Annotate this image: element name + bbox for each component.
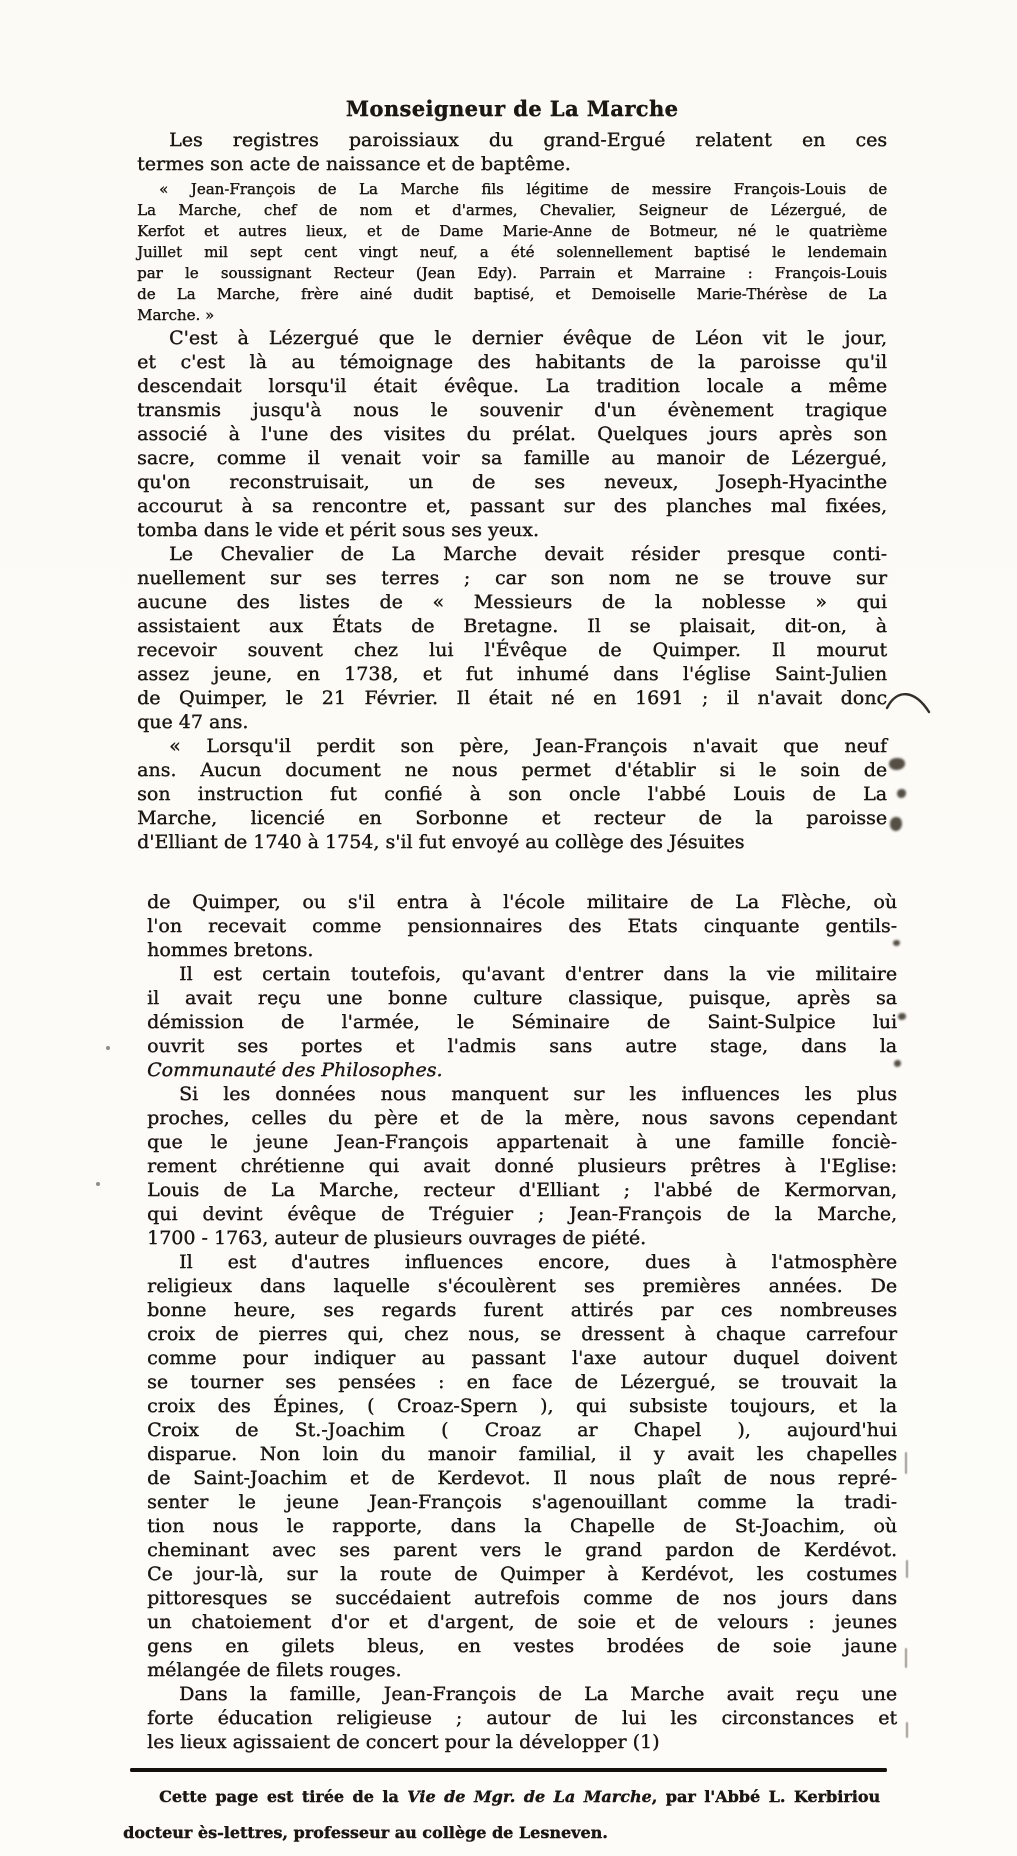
text-line: [137, 128, 887, 152]
text-run: nuellement sur ses terres ; car son nom ne se trouve sur: [137, 567, 887, 589]
page-title: Monseigneur de La Marche: [345, 96, 679, 121]
text-run: il avait reçu une bonne culture classique, puisque, après sa: [147, 987, 897, 1009]
text-line: [147, 1082, 897, 1106]
text-run: transmis jusqu'à nous le souvenir d'un évènement tragique: [137, 399, 887, 421]
text-line: [137, 758, 887, 782]
text-run: se tourner ses pensées : en face de Lézergué, se trouvait la: [147, 1371, 897, 1393]
text-run: Cette page est tirée de la: [159, 1787, 408, 1806]
text-line: [137, 710, 887, 734]
text-run: Si les données nous manquent sur les influences les plus: [179, 1083, 897, 1105]
text-run: disparue. Non loin du manoir familial, il y avait les chapelles: [147, 1443, 897, 1465]
text-line: [147, 1514, 897, 1538]
text-run: sacre, comme il venait voir sa famille au manoir de Lézergué,: [137, 447, 887, 469]
ink-dash: [906, 1560, 908, 1578]
ink-dot: [106, 1046, 110, 1050]
text-run: cheminant avec ses parent vers le grand pardon de Kerdévot.: [147, 1539, 897, 1561]
text-line: [137, 830, 887, 854]
text-run: « Lorsqu'il perdit son père, Jean-François n'avait que neuf: [169, 735, 887, 757]
text-line: [137, 662, 887, 686]
text-line: [137, 446, 887, 470]
text-run: mélangée de filets rouges.: [147, 1659, 402, 1681]
text-run: pittoresques se succédaient autrefois comme de nos jours dans: [147, 1587, 897, 1609]
text-run: Ce jour-là, sur la route de Quimper à Kerdévot, les costumes: [147, 1563, 897, 1585]
text-line: [147, 1130, 897, 1154]
text-run: , par l'Abbé L. Kerbiriou: [651, 1787, 881, 1806]
text-run: démission de l'armée, le Séminaire de Saint-Sulpice lui: [147, 1011, 897, 1033]
paragraph: [147, 1682, 897, 1754]
text-line: [137, 200, 887, 221]
text-line: [147, 1154, 897, 1178]
text-line: [137, 398, 887, 422]
text-line: [137, 179, 887, 200]
text-line: [137, 734, 887, 758]
text-line: [147, 1490, 897, 1514]
text-line: [137, 686, 887, 710]
text-line: [137, 263, 887, 284]
text-line: [147, 1418, 897, 1442]
footer-divider: [130, 1768, 887, 1772]
ink-smudge: [897, 789, 906, 798]
text-line: [137, 221, 887, 242]
text-run: recevoir souvent chez lui l'Évêque de Quimper. Il mourut: [137, 639, 887, 661]
text-line: [147, 986, 897, 1010]
text-run: La Marche, chef de nom et d'armes, Chevalier, Seigneur de Lézergué, de: [137, 201, 887, 219]
text-line: [137, 542, 887, 566]
italic-text: Vie de Mgr. de La Marche: [407, 1787, 652, 1806]
text-line: [147, 1682, 897, 1706]
paragraph: [147, 1082, 897, 1250]
text-run: aucune des listes de « Messieurs de la noblesse » qui: [137, 591, 887, 613]
text-line: [137, 350, 887, 374]
text-line: [137, 638, 887, 662]
text-run: « Jean-François de La Marche fils légitime de messire François-Louis de: [159, 180, 887, 198]
text-run: Il est d'autres influences encore, dues à l'atmosphère: [179, 1251, 897, 1273]
ink-dash: [905, 1648, 907, 1668]
text-line: [147, 1178, 897, 1202]
text-run: associé à l'une des visites du prélat. Quelques jours après son: [137, 423, 887, 445]
text-line: [147, 962, 897, 986]
text-run: croix des Épines, ( Croaz-Spern ), qui subsiste toujours, et la: [147, 1395, 897, 1417]
text-run: tomba dans le vide et périt sous ses yeux.: [137, 519, 539, 541]
text-run: gens en gilets bleus, en vestes brodées de soie jaune: [147, 1635, 897, 1657]
text-run: forte éducation religieuse ; autour de lui les circonstances et: [147, 1707, 897, 1729]
text-run: qui devint évêque de Tréguier ; Jean-François de la Marche,: [147, 1203, 897, 1225]
text-run: religieux dans laquelle s'écoulèrent ses premières années. De: [147, 1275, 897, 1297]
text-run: que le jeune Jean-François appartenait à une famille fonciè-: [147, 1131, 897, 1153]
text-line: [147, 1250, 897, 1274]
text-run: Marche. »: [137, 306, 215, 324]
text-line: [137, 494, 887, 518]
text-run: proches, celles du père et de la mère, nous savons cependant: [147, 1107, 897, 1129]
ink-smudge: [889, 758, 905, 770]
text-run: Juillet mil sept cent vingt neuf, a été solennellement baptisé le lendemain: [137, 243, 887, 261]
text-run: les lieux agissaient de concert pour la développer (1): [147, 1731, 660, 1753]
ink-dot: [96, 1182, 100, 1186]
text-run: senter le jeune Jean-François s'agenouillant comme la tradi-: [147, 1491, 897, 1513]
text-run: l'on recevait comme pensionnaires des Etats cinquante gentils-: [147, 915, 897, 937]
text-line: [137, 590, 887, 614]
text-run: de Quimper, le 21 Février. Il était né en 1691 ; il n'avait donc: [137, 687, 887, 709]
text-line: [137, 305, 887, 326]
text-run: Croix de St.-Joachim ( Croaz ar Chapel ), aujourd'hui: [147, 1419, 897, 1441]
text-line: [147, 914, 897, 938]
ink-smudge: [890, 817, 902, 831]
text-run: ouvrit ses portes et l'admis sans autre stage, dans la: [147, 1035, 897, 1057]
text-run: d'Elliant de 1740 à 1754, s'il fut envoyé au collège des Jésuites: [137, 831, 745, 853]
text-line: [147, 1346, 897, 1370]
text-column: [123, 96, 897, 1844]
text-run: son instruction fut confié à son oncle l'abbé Louis de La: [137, 783, 887, 805]
italic-text: Communauté des Philosophes.: [147, 1059, 443, 1081]
text-run: assez jeune, en 1738, et fut inhumé dans l'église Saint-Julien: [137, 663, 887, 685]
text-line: [147, 1538, 897, 1562]
text-line: [147, 1634, 897, 1658]
text-line: [147, 1466, 897, 1490]
text-line: [137, 470, 887, 494]
text-run: termes son acte de naissance et de baptême.: [137, 153, 571, 175]
text-run: docteur ès-lettres, professeur au collège de Lesneven.: [123, 1823, 608, 1842]
text-run: ans. Aucun document ne nous permet d'établir si le soin de: [137, 759, 887, 781]
text-line: [147, 1706, 897, 1730]
text-line: [147, 1586, 897, 1610]
text-run: rement chrétienne qui avait donné plusieurs prêtres à l'Eglise:: [147, 1155, 897, 1177]
text-line: [137, 806, 887, 830]
text-line: [147, 1202, 897, 1226]
paragraph: [137, 542, 887, 734]
text-line: [137, 422, 887, 446]
text-line: [137, 374, 887, 398]
text-line: [137, 518, 887, 542]
text-line: [147, 1394, 897, 1418]
text-run: de La Marche, frère ainé dudit baptisé, et Demoiselle Marie-Thérèse de La: [137, 285, 887, 303]
text-line: [147, 1034, 897, 1058]
text-line: [137, 152, 887, 176]
text-run: assistaient aux États de Bretagne. Il se plaisait, dit-on, à: [137, 615, 887, 637]
text-run: C'est à Lézergué que le dernier évêque de Léon vit le jour,: [169, 327, 887, 349]
text-line: [137, 566, 887, 590]
text-run: et c'est là au témoignage des habitants de la paroisse qu'il: [137, 351, 887, 373]
text-run: comme pour indiquer au passant l'axe autour duquel doivent: [147, 1347, 897, 1369]
text-line: [147, 1106, 897, 1130]
text-run: 1700 - 1763, auteur de plusieurs ouvrages de piété.: [147, 1227, 647, 1249]
text-run: bonne heure, ses regards furent attirés par ces nombreuses: [147, 1299, 897, 1321]
footer-lines: [123, 1786, 887, 1844]
pen-swash-mark: [885, 686, 931, 716]
paragraph: [137, 326, 887, 542]
text-run: accourut à sa rencontre et, passant sur des planches mal fixées,: [137, 495, 887, 517]
footer-text-line: [123, 1786, 880, 1808]
text-run: de Quimper, ou s'il entra à l'école militaire de La Flèche, où: [147, 891, 897, 913]
text-run: hommes bretons.: [147, 939, 314, 961]
paragraph: [137, 179, 887, 326]
text-line: [147, 1562, 897, 1586]
text-run: descendait lorsqu'il était évêque. La tradition locale a même: [137, 375, 887, 397]
text-run: de Saint-Joachim et de Kerdevot. Il nous plaît de nous repré-: [147, 1467, 897, 1489]
text-run: un chatoiement d'or et d'argent, de soie et de velours : jeunes: [147, 1611, 897, 1633]
text-run: Louis de La Marche, recteur d'Elliant ; l'abbé de Kermorvan,: [147, 1179, 897, 1201]
footer-text-line: [123, 1822, 880, 1844]
text-line: [147, 1658, 897, 1682]
text-run: par le soussignant Recteur (Jean Edy). Parrain et Marraine : François-Louis: [137, 264, 887, 282]
text-line: [147, 890, 897, 914]
text-run: Marche, licencié en Sorbonne et recteur de la paroisse: [137, 807, 887, 829]
text-line: [137, 242, 887, 263]
ink-dash: [905, 1452, 907, 1474]
text-run: Les registres paroissiaux du grand-Ergué relatent en ces: [169, 129, 887, 151]
ink-smudge: [898, 1013, 906, 1020]
text-section-upper: [137, 128, 887, 854]
text-run: que 47 ans.: [137, 711, 249, 733]
text-line: [147, 1298, 897, 1322]
ink-dash: [906, 1722, 908, 1738]
text-run: croix de pierres qui, chez nous, se dressent à chaque carrefour: [147, 1323, 897, 1345]
text-line: [147, 1226, 897, 1250]
text-line: [137, 284, 887, 305]
text-run: Dans la famille, Jean-François de La Marche avait reçu une: [179, 1683, 897, 1705]
text-line: [147, 1370, 897, 1394]
text-line: [137, 782, 887, 806]
text-line: [147, 1730, 897, 1754]
text-run: qu'on reconstruisait, un de ses neveux, Joseph-Hyacinthe: [137, 471, 887, 493]
text-run: Le Chevalier de La Marche devait résider presque conti-: [169, 543, 887, 565]
text-line: [137, 614, 887, 638]
text-line: [147, 1610, 897, 1634]
text-run: Il est certain toutefois, qu'avant d'entrer dans la vie militaire: [179, 963, 897, 985]
text-line: [147, 1058, 897, 1082]
text-run: tion nous le rapporte, dans la Chapelle de St-Joachim, où: [147, 1515, 897, 1537]
text-line: [147, 1322, 897, 1346]
text-line: [147, 1442, 897, 1466]
text-line: [147, 1274, 897, 1298]
text-line: [137, 326, 887, 350]
text-run: Kerfot et autres lieux, et de Dame Marie-Anne de Botmeur, né le quatrième: [137, 222, 887, 240]
paragraph: [147, 962, 897, 1082]
paragraph: [137, 128, 887, 176]
text-line: [147, 1010, 897, 1034]
paragraph: [147, 1250, 897, 1682]
footer-note: [123, 1768, 887, 1844]
text-section-lower: [147, 890, 897, 1754]
paragraph: [137, 734, 887, 854]
paragraph: [147, 890, 897, 962]
text-line: [147, 938, 897, 962]
